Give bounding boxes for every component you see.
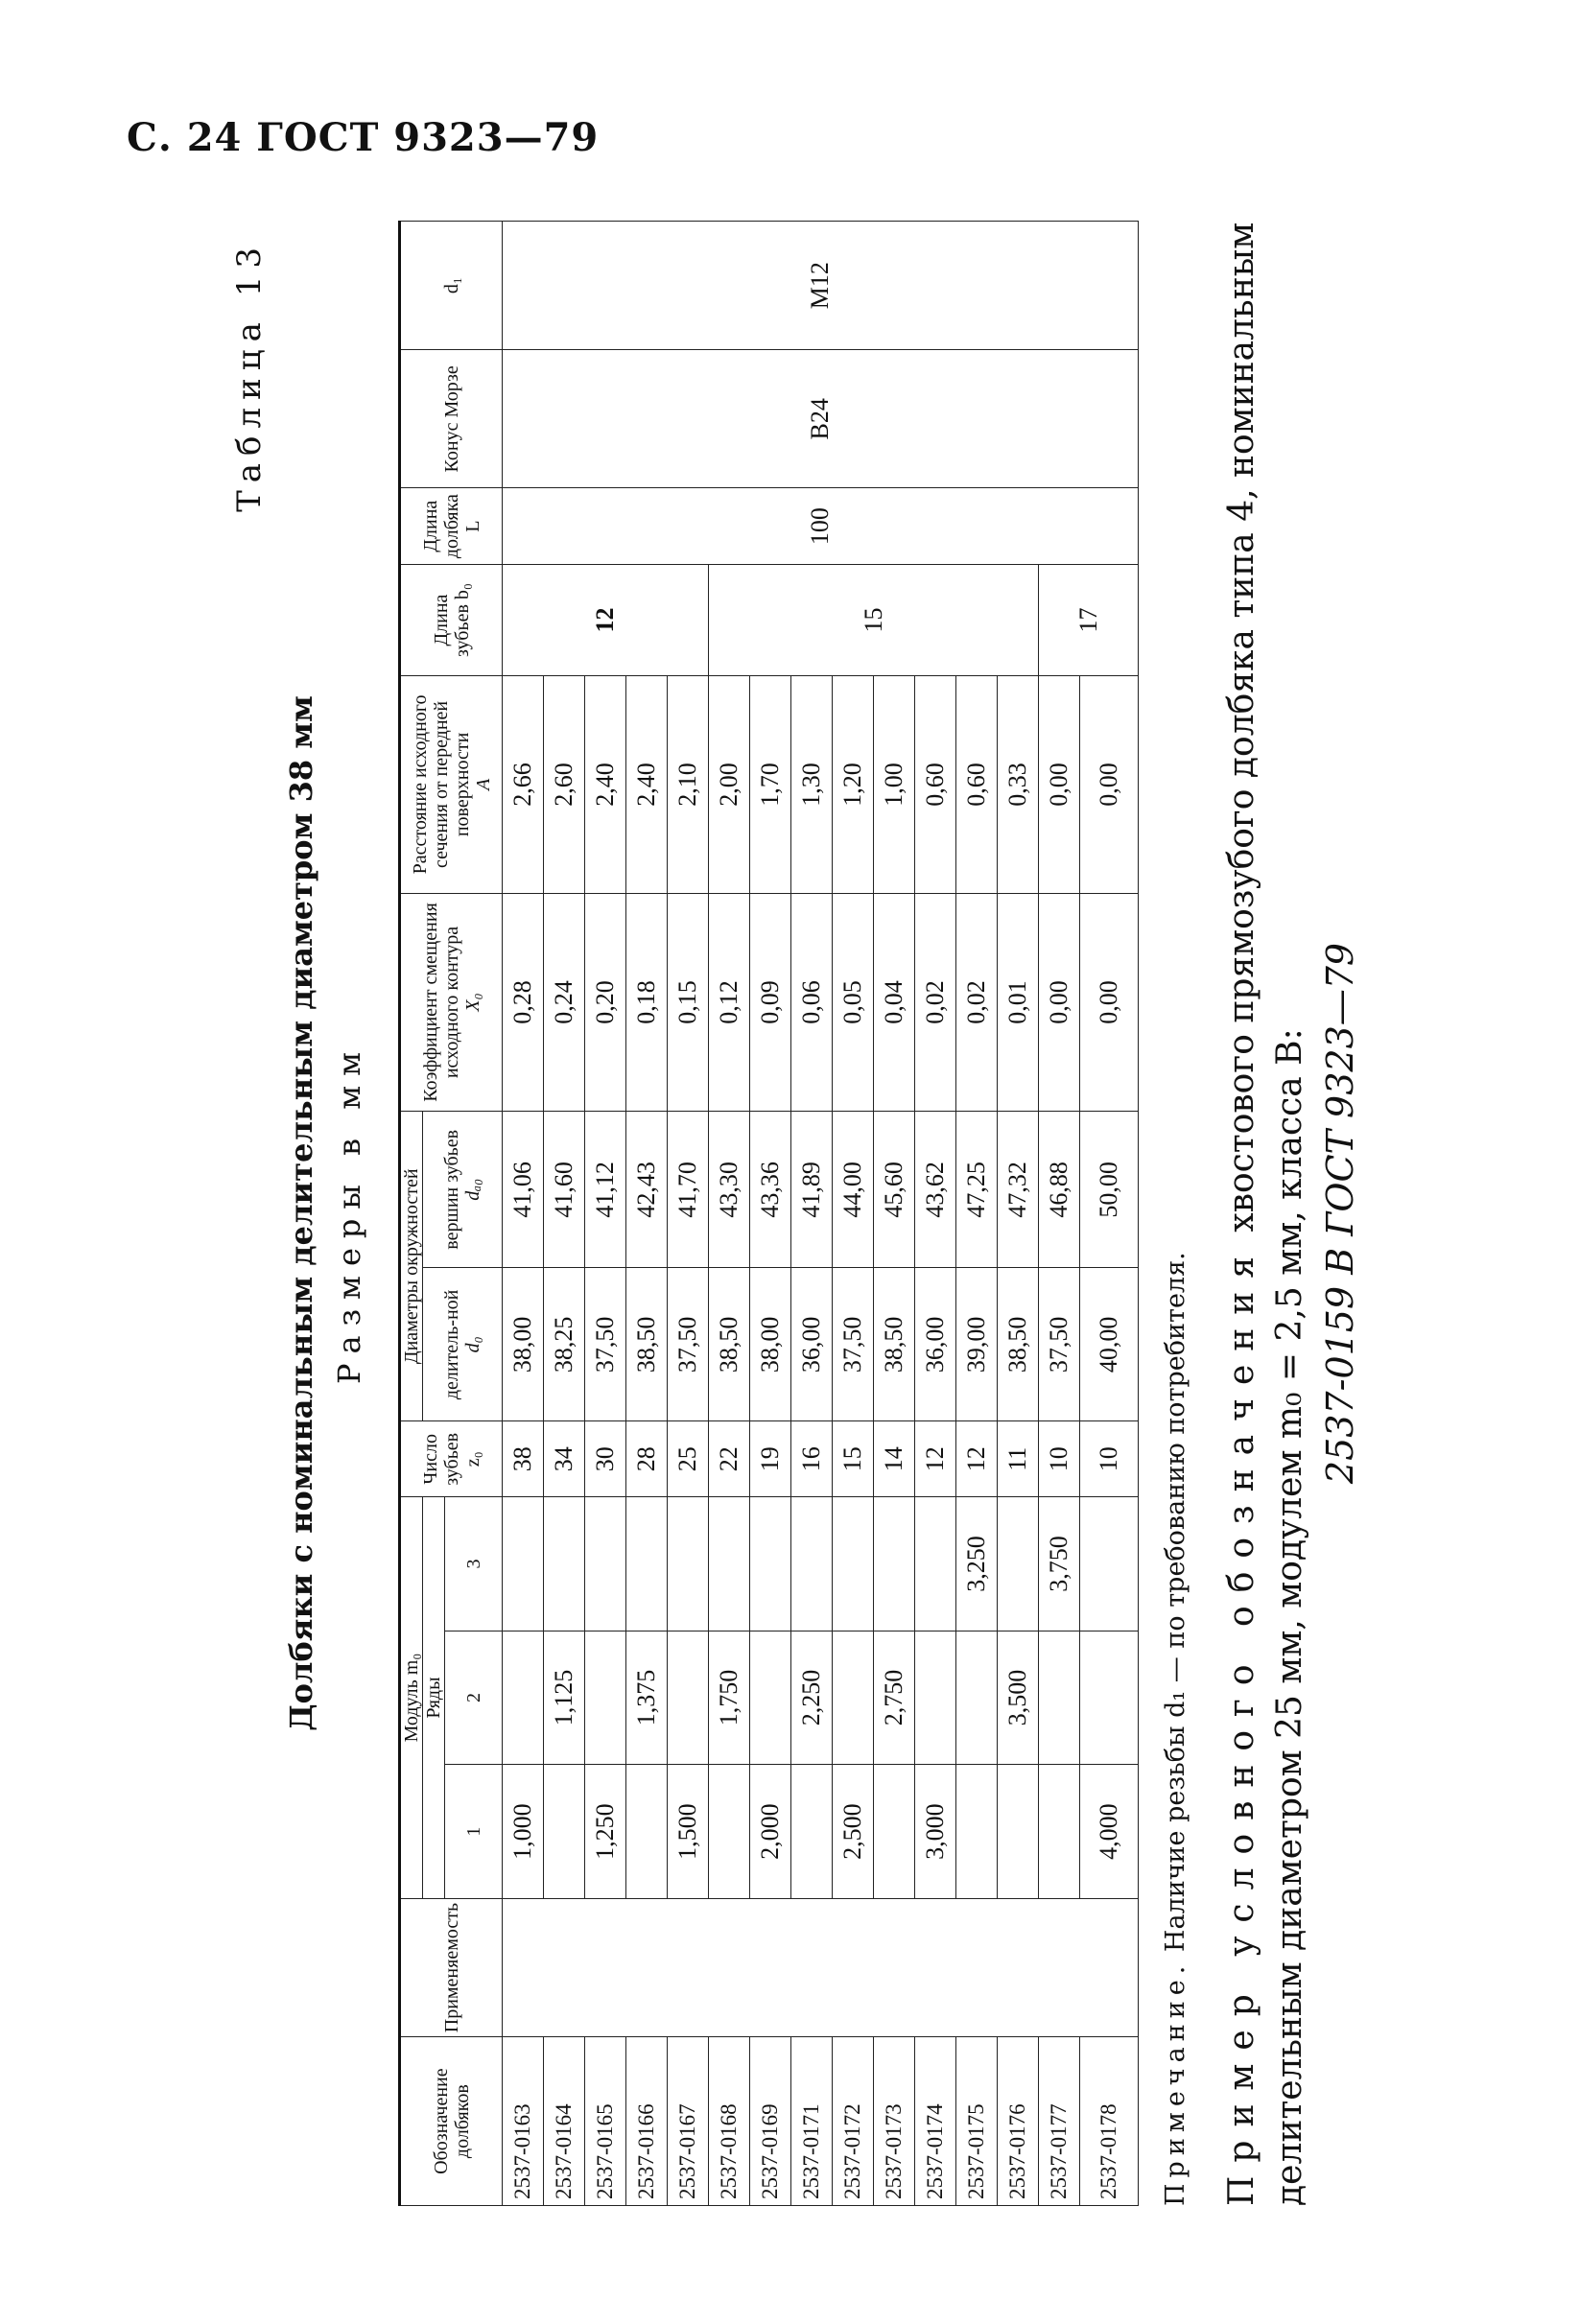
header-morse: Конус Морзе (400, 350, 503, 488)
header-designation: Обозначение долбяков (400, 2037, 503, 2206)
header-tip-dia: вершин зубьев dₐ₀ (423, 1112, 503, 1268)
header-applicability: Применяемость (400, 1898, 503, 2036)
table-row: 2537-0176 3,500 11 38,50 47,32 0,01 0,33 (998, 222, 1039, 2206)
header-teeth: Число зубьев z₀ (400, 1421, 503, 1497)
note-lead: Примечание. (1161, 1960, 1190, 2206)
table-row: 2537-0165 1,250 30 37,50 41,12 0,20 2,40 (585, 222, 626, 2206)
header-tooth-length: Длина зубьев b₀ (400, 565, 503, 676)
example-lead: Пример условного обозначения (1222, 1243, 1261, 2206)
example-text: хвостового прямозубого долбяка типа 4, номинальным делительным диаметром 25 мм, модулем m₀ = 2,5 мм, класса В: (1222, 222, 1309, 2206)
table-subtitle: Размеры в мм (331, 1043, 367, 1384)
header-coef: Коэффициент смещения исходного контура X₀ (400, 893, 503, 1111)
table-row: 2537-0169 2,000 19 38,00 43,36 0,09 1,70 (750, 222, 791, 2206)
b0-group1: 12 (503, 565, 709, 676)
rotated-content (230, 221, 1362, 2206)
table-row: 2537-0166 1,375 28 38,50 42,43 0,18 2,40 (626, 222, 668, 2206)
header-module: Модуль m₀ (400, 1497, 423, 1899)
table-label: Таблица 13 (230, 240, 269, 512)
header-rows: Ряды (423, 1497, 445, 1899)
thread-d1: М12 (503, 222, 1139, 350)
header-distance: Расстояние исходного сечения от передней поверхности A (400, 676, 503, 894)
b0-group3: 17 (1039, 565, 1139, 676)
table-row: 2537-0174 3,000 12 36,00 43,62 0,02 0,60 (915, 222, 956, 2206)
header-row-3: 3 (445, 1497, 503, 1631)
header-diameters: Диаметры окружностей (400, 1112, 423, 1421)
header-shaper-length: Длина долбяка L (400, 488, 503, 565)
table-row: 2537-0172 2,500 15 37,50 44,00 0,05 1,20 (833, 222, 874, 2206)
page-header: С. 24 ГОСТ 9323—79 (127, 115, 600, 160)
header-d1: d₁ (400, 222, 503, 350)
example-paragraph (1218, 221, 1314, 2206)
header-row-2: 2 (445, 1631, 503, 1765)
header-row-1: 1 (445, 1765, 503, 1899)
table-row: 2537-0178 4,000 10 40,00 50,00 0,00 0,00 (1080, 222, 1139, 2206)
b0-group2: 15 (709, 565, 1039, 676)
table-row: 2537-0173 2,750 14 38,50 45,60 0,04 1,00 (874, 222, 915, 2206)
header-pitch-dia: делитель-ной d₀ (423, 1268, 503, 1421)
table-row: 2537-0164 1,125 34 38,25 41,60 0,24 2,60 (544, 222, 585, 2206)
note-text: Наличие резьбы d₁ — по требованию потребителя. (1161, 1252, 1190, 1953)
table-row: 2537-0163 1,000 38 38,00 41,06 0,28 2,66 12 100 В24 М12 (503, 222, 544, 2206)
designation-example: 2537-0159 В ГОСТ 9323—79 (1319, 942, 1361, 1485)
table-row: 2537-0167 1,500 25 37,50 41,70 0,15 2,10 (668, 222, 709, 2206)
shaper-table (398, 221, 1139, 2206)
table-row: 2537-0177 3,750 10 37,50 46,88 0,00 0,00 17 (1039, 222, 1080, 2206)
table-row: 2537-0168 1,750 22 38,50 43,30 0,12 2,00 15 (709, 222, 750, 2206)
table-row: 2537-0175 3,250 12 39,00 47,25 0,02 0,60 (956, 222, 998, 2206)
shaper-length: 100 (503, 488, 1139, 565)
table-title: Долбяки с номинальным делительным диаметром 38 мм (283, 695, 319, 1731)
table-row: 2537-0171 2,250 16 36,00 41,89 0,06 1,30 (791, 222, 833, 2206)
table-note (1161, 1252, 1190, 2206)
morse-cone: В24 (503, 350, 1139, 488)
